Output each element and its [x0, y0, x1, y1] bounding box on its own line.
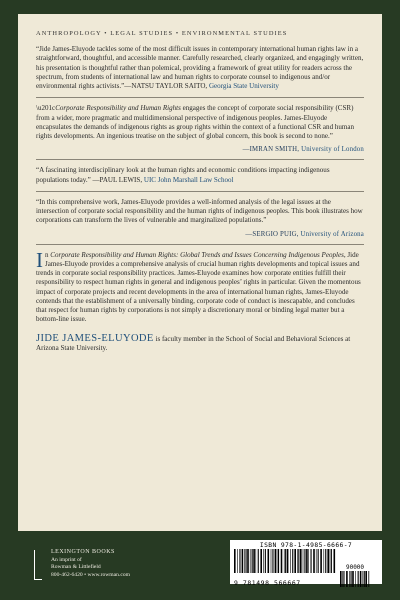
review-4: [36, 198, 364, 238]
review-3-institution: UIC John Marshall Law School: [143, 175, 234, 184]
review-4-author: —SERGIO PUIG,: [245, 230, 299, 238]
barcode: [230, 540, 382, 587]
back-cover-panel: [18, 14, 382, 531]
review-3-text: “A fascinating interdisciplinary look at the human rights and economic conditions impacting indigenous populations today.”: [36, 166, 330, 184]
barcode-digits: 9 781498 566667: [234, 579, 301, 587]
review-2-book-title: Corporate Responsibility and Human Rights: [55, 104, 181, 113]
divider: [36, 159, 364, 160]
book-description: [36, 247, 364, 325]
divider: [36, 97, 364, 98]
review-2-institution: University of London: [301, 146, 364, 154]
author-bio: [36, 334, 364, 354]
review-2-author: —IMRAN SMITH,: [242, 146, 300, 154]
publisher-line-1: An imprint of: [51, 556, 82, 563]
review-1-text: “Jide James-Eluyode tackles some of the most difficult issues in contemporary international human rights law in a straightforward, thoughtful, and accessible manner. Carefully researched, clearly organized, and engagingly written, his presentation is thoughtful rather than polemical, providing a framework of great utility for readers across the spectrum, from students of international law and human rights to corporate counsel to indigenous and/or environmental rights activists.”: [36, 45, 364, 90]
divider: [36, 244, 364, 245]
review-1: [36, 45, 364, 91]
review-1-author: —NATSU TAYLOR SAITO,: [124, 82, 208, 90]
description-book-title: Corporate Responsibility and Human Rights: Global Trends and Issues Concerning Indigenous Peoples: [50, 250, 344, 259]
author-bio-text: is faculty member in the School of Social and Behavioral Sciences at Arizona State University.: [36, 334, 351, 352]
description-lead: n: [45, 250, 51, 259]
review-2: \u201cCorporate Responsibility and Human Rights engages the concept of corporate social responsibility (CSR) from a wider, more pragmatic and multidimensional perspective of indigenous peoples. James-Eluyode encapsulates the demands of indigenous rights as group rights within the context of a functional CSR and human rights developments. An ingenious treatise on the subject of global concern, this book is second to none.” —IMRAN SMITH, University of London: [36, 104, 364, 154]
review-3-author: —PAUL LEWIS,: [92, 175, 143, 184]
description-body: , Jide James-Eluyode provides a comprehensive analysis of crucial human rights developments and topical issues and trends in corporate social responsibility practices. James-Eluyode examines how corporate entities fulfill their responsibility to respect human rights in general and indigenous peoples’ rights in particular. Given the momentous impact of corporate projects and recent developments in the area of international human rights, James-Eluyode contends that the establishment of a universally binding, corporate code of conduct is inescapable, and concludes that respect for human rights by corporations is not simply a discretionary moral or binding legal matter but a bottom-line issue.: [36, 250, 361, 324]
publisher-line-2: Rowman & Littlefield: [51, 564, 101, 570]
divider: [36, 191, 364, 192]
review-4-institution: University of Arizona: [300, 230, 364, 238]
drop-cap: I: [36, 247, 43, 272]
isbn-label: ISBN 978-1-4985-6666-7: [259, 542, 353, 549]
publisher-contact: 800-462-6420 • www.rowman.com: [51, 571, 130, 578]
review-2-text: engages the concept of corporate social responsibility (CSR) from a wider, more pragmatic and multidimensional perspective of indigenous peoples. James-Eluyode encapsulates the demands of indigenous rights as group rights within the context of a functional CSR and human rights developments. An ingenious treatise on the subject of global concern, this book is second to none.”: [36, 104, 355, 140]
publisher-name: LEXINGTON BOOKS: [51, 549, 115, 555]
addon-bars-icon: [340, 571, 370, 587]
publisher-block: [34, 549, 130, 580]
review-1-institution: Georgia State University: [208, 82, 279, 90]
barcode-addon-code: 90000: [345, 564, 365, 571]
barcode-bars-icon: [234, 549, 336, 573]
review-4-text: “In this comprehensive work, James-Eluyode provides a well-informed analysis of the legal issues at the intersection of corporate social responsibility and the human rights of indigenous peoples. This book illustrates how corporations can transform the lives of vulnerable and marginalized populations.”: [36, 197, 363, 225]
subject-categories: ANTHROPOLOGY • LEGAL STUDIES • ENVIRONMENTAL STUDIES: [36, 30, 288, 37]
author-name: JIDE JAMES-ELUYODE: [36, 332, 154, 344]
review-3: [36, 166, 364, 185]
lexington-logo-icon: [34, 550, 44, 580]
